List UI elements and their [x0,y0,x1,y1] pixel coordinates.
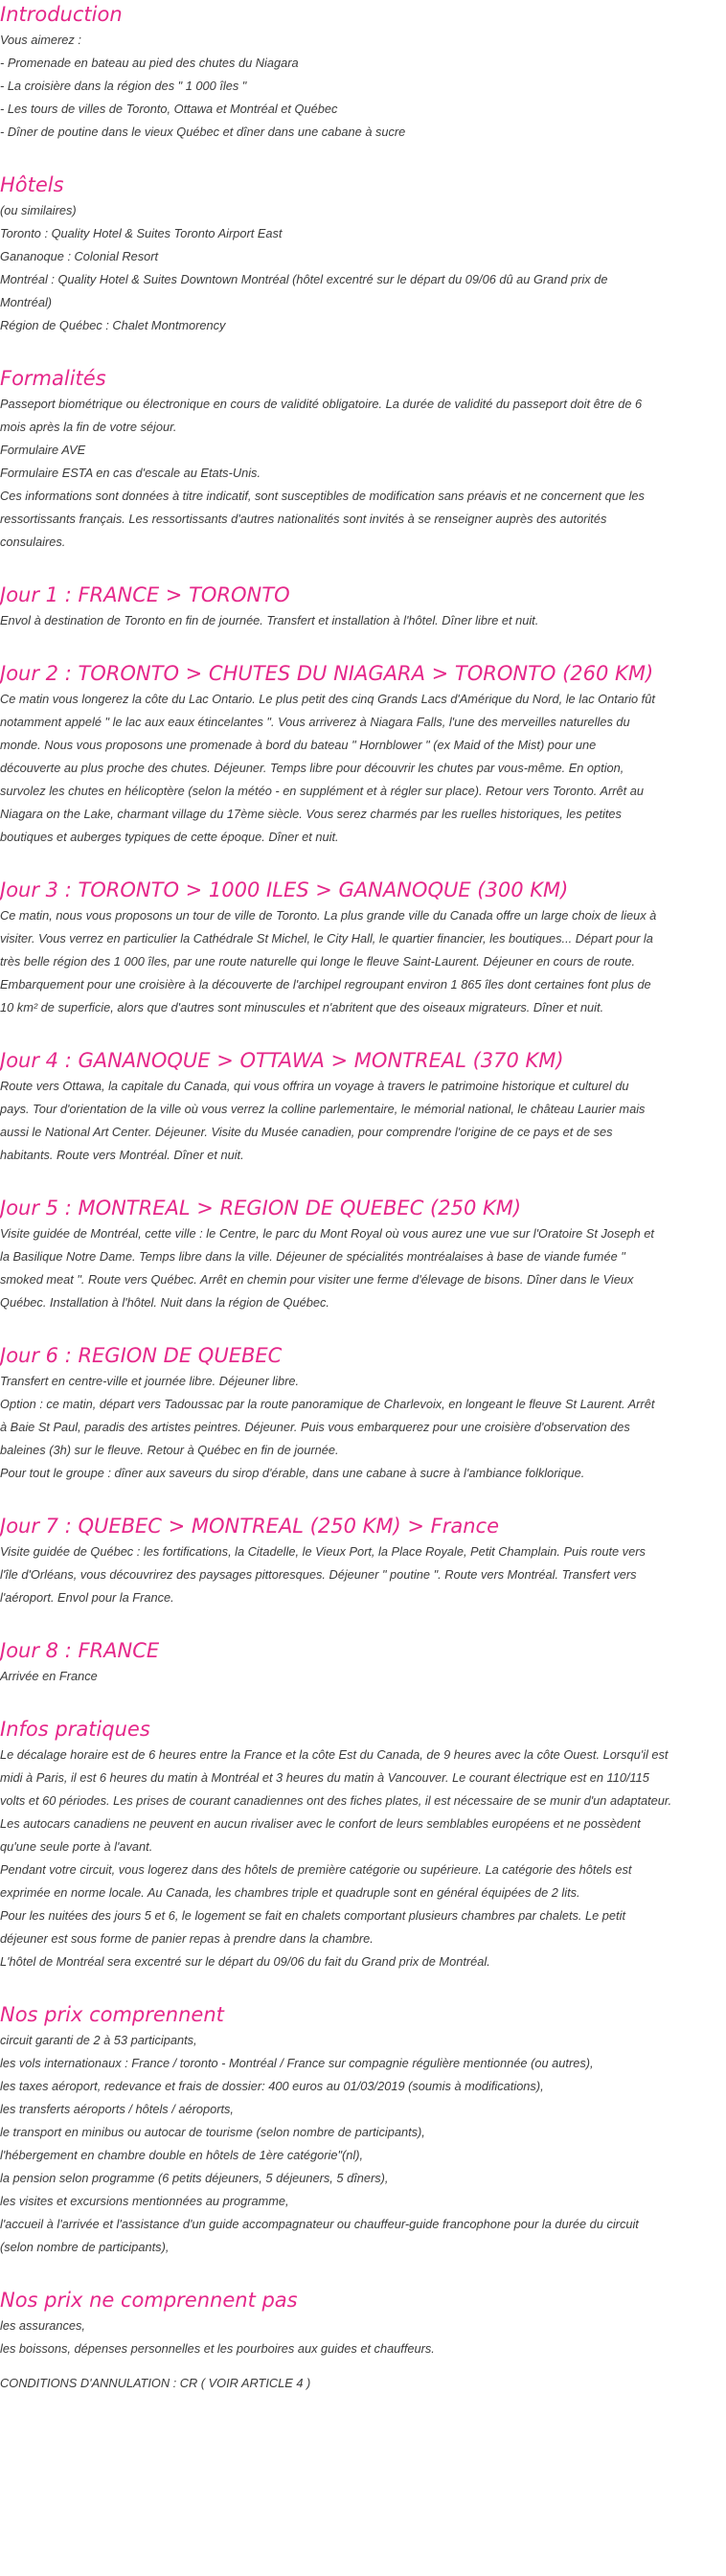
day-section-4 [0,1046,726,1167]
text-line: Région de Québec : Chalet Montmorency [0,318,226,332]
cancellation-conditions: CONDITIONS D'ANNULATION : CR ( VOIR ARTICLE 4 ) [0,2376,311,2390]
text-line: les assurances, [0,2318,85,2333]
formalites-text [0,393,726,554]
text-line: Route vers Ottawa, la capitale du Canada, qui vous offrira un voyage à travers le patrimoine historique et culturel du [0,1079,629,1093]
text-line: Ces informations sont données à titre indicatif, sont susceptibles de modification sans préavis et ne concernent que les [0,489,645,503]
text-line: Formulaire ESTA en cas d'escale au Etats-Unis. [0,466,261,480]
text-line: déjeuner est sous forme de panier repas à prendre dans la chambre. [0,1931,374,1946]
section-title-included: Nos prix comprennent [0,2003,224,2026]
day-section-3 [0,876,726,1019]
included-section [0,2000,726,2259]
day-text [0,609,726,632]
text-line: Formulaire AVE [0,443,86,457]
text-line: visiter. Vous verrez en particulier la Cathédrale St Michel, le City Hall, le quartier financier, les boutiques... Départ pour la [0,931,653,946]
day-title: Jour 7 : QUEBEC > MONTREAL (250 KM) > France [0,1515,500,1538]
text-line: aussi le National Art Center. Déjeuner. Visite du Musée canadien, pour comprendre l'origine de ce pays et de ses [0,1125,613,1139]
day-section-1 [0,581,726,632]
text-line: - Dîner de poutine dans le vieux Québec et dîner dans une cabane à sucre [0,125,406,139]
text-line: Montréal : Quality Hotel & Suites Downtown Montréal (hôtel excentré sur le départ du 09/06 dû au Grand prix de [0,272,608,286]
text-line: Gananoque : Colonial Resort [0,249,159,263]
text-line: Pour les nuitées des jours 5 et 6, le logement se fait en chalets comportant plusieurs chambres par chalets. Le petit [0,1908,625,1923]
introduction-text [0,29,726,144]
text-line: la pension selon programme (6 petits déjeuners, 5 déjeuners, 5 dîners), [0,2171,389,2185]
text-line: l'hébergement en chambre double en hôtels de 1ère catégorie"(nl), [0,2148,364,2162]
text-line: - Promenade en bateau au pied des chutes du Niagara [0,56,299,70]
text-line: - Les tours de villes de Toronto, Ottawa et Montréal et Québec [0,102,338,116]
text-line: Passeport biométrique ou électronique en cours de validité obligatoire. La durée de validité du passeport doit être de 6 [0,397,643,411]
text-line: Vous aimerez : [0,33,81,47]
section-title-excluded: Nos prix ne comprennent pas [0,2289,298,2312]
text-line: Pendant votre circuit, vous logerez dans des hôtels de première catégorie ou supérieure. La catégorie des hôtels est [0,1862,632,1877]
text-line: la Basilique Notre Dame. Temps libre dans la ville. Déjeuner de spécialités montréalaises à base de viande fumée " [0,1249,625,1264]
text-line: Le décalage horaire est de 6 heures entre la France et la côte Est du Canada, de 9 heures avec la côte Ouest. Lorsqu'il est [0,1747,669,1762]
text-line: Les autocars canadiens ne peuvent en aucun rivaliser avec le confort de leurs semblables européens et ne possèdent [0,1816,641,1831]
infos-text [0,1744,726,1973]
text-line: Option : ce matin, départ vers Tadoussac par la route panoramique de Charlevoix, en longeant le fleuve St Laurent. Arrêt [0,1397,655,1411]
text-line: volts et 60 périodes. Les prises de courant canadiennes ont des fiches plates, il est nécessaire de se munir d'un adaptateur. [0,1793,672,1808]
hotels-section [0,171,726,337]
text-line: Envol à destination de Toronto en fin de journée. Transfert et installation à l'hôtel. Dîner libre et nuit. [0,613,539,627]
text-line: Niagara on the Lake, charmant village du 17ème siècle. Vous serez charmés par les ruelles historiques, les petites [0,807,622,821]
included-text [0,2029,726,2259]
text-line: notamment appelé " le lac aux eaux étincelantes ". Vous arriverez à Niagara Falls, l'une des merveilles naturelles du [0,715,630,729]
text-line: survolez les chutes en hélicoptère (selon la météo - en supplément et à régler sur place). Retour vers Toronto. Arrêt au [0,784,644,798]
text-line: les taxes aéroport, redevance et frais de dossier: 400 euros au 01/03/2019 (soumis à modifications), [0,2079,544,2093]
day-title: Jour 8 : FRANCE [0,1639,160,1662]
text-line: mois après la fin de votre séjour. [0,420,177,434]
text-line: les transferts aéroports / hôtels / aéroports, [0,2102,234,2116]
day-section-8 [0,1636,726,1688]
section-title-introduction: Introduction [0,3,123,26]
day-section-5 [0,1194,726,1314]
excluded-section [0,2286,726,2360]
text-line: l'accueil à l'arrivée et l'assistance d'un guide accompagnateur ou chauffeur-guide francophone pour la durée du circuit [0,2217,639,2231]
section-title-hotels: Hôtels [0,173,64,196]
infos-section [0,1715,726,1973]
text-line: l'île d'Orléans, vous découvrirez des paysages pittoresques. Déjeuner " poutine ". Route vers Montréal. Transfert vers [0,1567,637,1582]
text-line: - La croisière dans la région des " 1 000 îles " [0,79,247,93]
day-title: Jour 5 : MONTREAL > REGION DE QUEBEC (250 KM) [0,1197,522,1220]
text-line: Transfert en centre-ville et journée libre. Déjeuner libre. [0,1374,300,1388]
text-line: (ou similaires) [0,203,77,217]
day-text [0,904,726,1019]
day-text [0,1075,726,1167]
text-line: consulaires. [0,535,66,549]
text-line: les boissons, dépenses personnelles et les pourboires aux guides et chauffeurs. [0,2341,435,2356]
day-text [0,1540,726,1609]
day-section-2 [0,659,726,849]
text-line: l'aéroport. Envol pour la France. [0,1590,174,1605]
text-line: les visites et excursions mentionnées au programme, [0,2194,289,2208]
day-text [0,1222,726,1314]
text-line: smoked meat ". Route vers Québec. Arrêt en chemin pour visiter une ferme d'élevage de bisons. Dîner dans le Vieux [0,1272,634,1287]
day-section-7 [0,1512,726,1609]
day-title: Jour 4 : GANANOQUE > OTTAWA > MONTREAL (370 KM) [0,1049,564,1072]
text-line: monde. Nous vous proposons une promenade à bord du bateau " Hornblower " (ex Maid of the Mist) pour une [0,738,597,752]
text-line: à Baie St Paul, paradis des artistes peintres. Déjeuner. Puis vous embarquerez pour une croisière d'observation des [0,1420,630,1434]
text-line: qu'une seule porte à l'avant. [0,1839,153,1854]
text-line: découverte au plus proche des chutes. Déjeuner. Temps libre pour découvrir les chutes par vous-même. En option, [0,761,624,775]
hotels-text [0,199,726,337]
itinerary [0,554,726,1688]
text-line: boutiques et auberges typiques de cette époque. Dîner et nuit. [0,830,339,844]
day-title: Jour 3 : TORONTO > 1000 ILES > GANANOQUE (300 KM) [0,878,569,901]
day-text [0,1665,726,1688]
day-title: Jour 6 : REGION DE QUEBEC [0,1344,283,1367]
formalites-section [0,364,726,554]
text-line: Ce matin vous longerez la côte du Lac Ontario. Le plus petit des cinq Grands Lacs d'Amérique du Nord, le lac Ontario fût [0,692,655,706]
excluded-text [0,2314,726,2360]
day-text [0,1370,726,1485]
text-line: le transport en minibus ou autocar de tourisme (selon nombre de participants), [0,2125,425,2139]
text-line: Québec. Installation à l'hôtel. Nuit dans la région de Québec. [0,1295,329,1310]
section-title-infos: Infos pratiques [0,1718,150,1741]
day-text [0,688,726,849]
text-line: baleines (3h) sur le fleuve. Retour à Québec en fin de journée. [0,1443,339,1457]
text-line: Ce matin, nous vous proposons un tour de ville de Toronto. La plus grande ville du Canada offre un large choix de lieux à [0,908,657,923]
text-line: L'hôtel de Montréal sera excentré sur le départ du 09/06 du fait du Grand prix de Montréal. [0,1954,490,1969]
text-line: midi à Paris, il est 6 heures du matin à Montréal et 3 heures du matin à Vancouver. Le courant électrique est en 110/115 [0,1770,649,1785]
text-line: circuit garanti de 2 à 53 participants, [0,2033,197,2047]
day-section-6 [0,1341,726,1485]
text-line: Toronto : Quality Hotel & Suites Toronto Airport East [0,226,283,240]
text-line: habitants. Route vers Montréal. Dîner et nuit. [0,1148,244,1162]
text-line: (selon nombre de participants), [0,2240,170,2254]
text-line: les vols internationaux : France / toronto - Montréal / France sur compagnie régulière mentionnée (ou autres), [0,2056,594,2070]
section-title-formalites: Formalités [0,367,106,390]
day-title: Jour 1 : FRANCE > TORONTO [0,583,290,606]
day-title: Jour 2 : TORONTO > CHUTES DU NIAGARA > TORONTO (260 KM) [0,662,654,685]
text-line: Visite guidée de Montréal, cette ville : le Centre, le parc du Mont Royal où vous aurez une vue sur l'Oratoire St Joseph et [0,1226,654,1241]
text-line: ressortissants français. Les ressortissants d'autres nationalités sont invités à se renseigner auprès des autorités [0,512,607,526]
text-line: Pour tout le groupe : dîner aux saveurs du sirop d'érable, dans une cabane à sucre à l'ambiance folklorique. [0,1466,585,1480]
text-line: Montréal) [0,295,53,309]
text-line: très belle région des 1 000 îles, par une route naturelle qui longe le fleuve Saint-Laurent. Déjeuner en cours de route. [0,954,636,969]
introduction-section [0,0,726,144]
text-line: 10 km² de superficie, alors que d'autres sont minuscules et n'abritent que des oiseaux migrateurs. Dîner et nuit. [0,1000,604,1014]
text-line: Arrivée en France [0,1669,98,1683]
text-line: pays. Tour d'orientation de la ville où vous verrez la colline parlementaire, le mémorial national, le château Laurier mais [0,1102,646,1116]
text-line: exprimée en norme locale. Au Canada, les chambres triple et quadruple sont en général équipées de 2 lits. [0,1885,580,1900]
text-line: Embarquement pour une croisière à la découverte de l'archipel regroupant environ 1 865 îles dont certaines font plus de [0,977,651,992]
text-line: Visite guidée de Québec : les fortifications, la Citadelle, le Vieux Port, la Place Royale, Petit Champlain. Puis route vers [0,1544,646,1559]
